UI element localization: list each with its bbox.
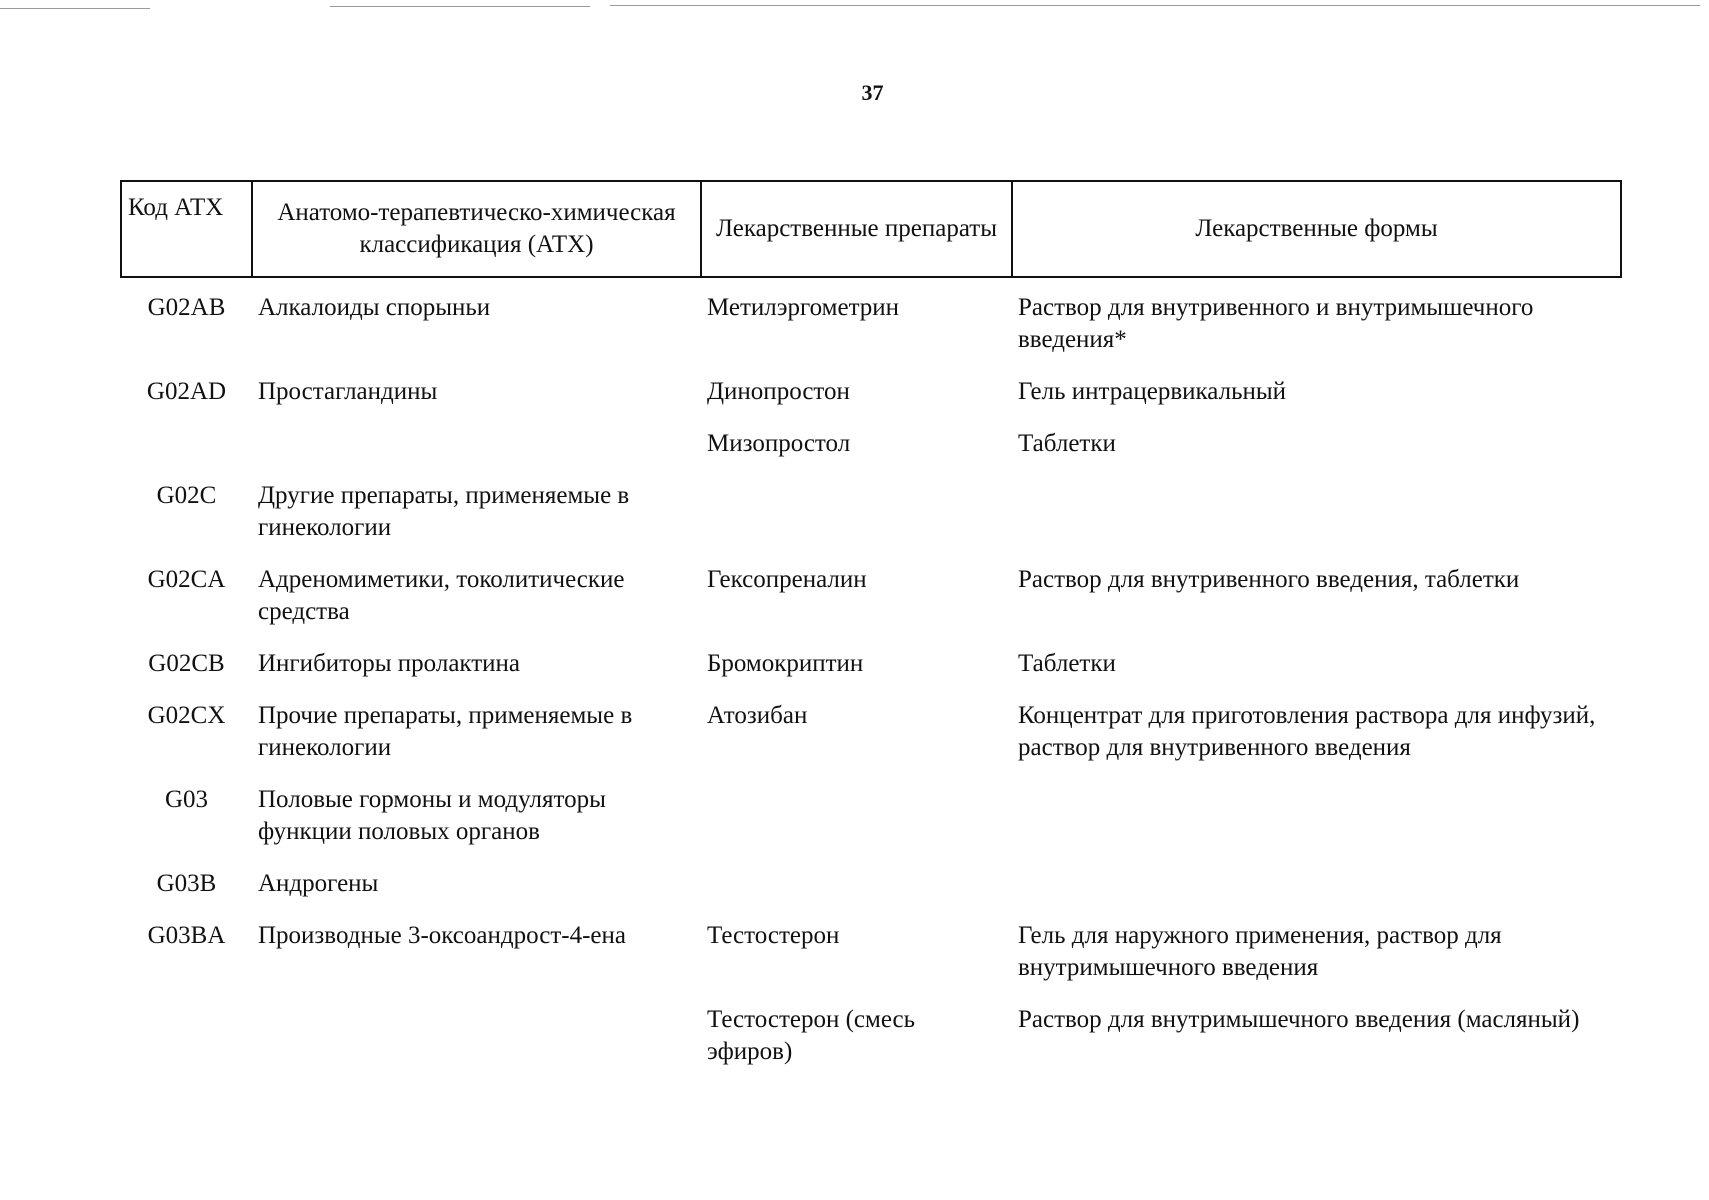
form-cell [1012,856,1621,908]
drug-cell: Мизопростол [707,430,851,457]
scan-artifact-line [330,6,590,7]
table-row [121,636,1621,688]
table-header [121,181,1621,277]
form-cell [1012,468,1621,552]
drug-cell [701,772,1012,856]
form-cell: Гель для наружного применения, раствор для внутримышечного введения [1018,922,1502,981]
table-row [121,908,1621,992]
table-row [121,856,1621,908]
drug-cell: Атозибан [707,702,808,729]
atx-code: G03 [164,786,209,813]
drug-cell: Тестостерон (смесь эфиров) [707,1006,916,1065]
classification-cell: Алкалоиды спорыньи [258,294,491,321]
form-cell: Гель интрацервикальный [1018,378,1287,405]
table-row [121,416,1621,468]
classification-cell: Ингибиторы пролактина [258,650,521,677]
form-cell: Раствор для внутривенного и внутримышечного введения* [1018,294,1534,353]
table-row [121,772,1621,856]
classification-cell: Половые гормоны и модуляторы функции половых органов [258,786,606,845]
header-drugs: Лекарственные препараты [701,181,1012,277]
classification-cell [252,992,701,1076]
drug-cell: Бромокриптин [707,650,864,677]
atx-code [121,992,252,1076]
form-cell: Концентрат для приготовления раствора для инфузий, раствор для внутривенного введения [1018,702,1596,761]
atx-code: G02CX [147,702,226,729]
atx-table [120,180,1622,1076]
atx-code: G02CA [147,566,226,593]
drug-cell: Метилэргометрин [707,294,900,321]
drug-cell [701,856,1012,908]
table-row [121,364,1621,416]
header-forms: Лекарственные формы [1012,181,1621,277]
table-row [121,992,1621,1076]
classification-cell [252,416,701,468]
atx-code: G03B [156,870,217,897]
drug-cell: Гексопреналин [707,566,867,593]
drug-cell: Тестостерон [707,922,840,949]
form-cell: Таблетки [1018,430,1116,457]
page-number: 37 [861,80,884,105]
table-row [121,468,1621,552]
classification-cell: Производные 3-оксоандрост-4-ена [258,922,626,949]
classification-cell: Прочие препараты, применяемые в гинекологии [258,702,633,761]
header-classification: Анатомо-терапевтическо-химическая классификация (АТХ) [252,181,701,277]
form-cell: Таблетки [1018,650,1116,677]
form-cell [1012,772,1621,856]
atx-code [121,416,252,468]
atx-code: G02C [156,482,217,509]
drug-cell [701,468,1012,552]
table-row [121,277,1621,364]
form-cell: Раствор для внутривенного введения, таблетки [1018,566,1520,593]
scan-artifact-line [0,8,150,9]
classification-cell: Другие препараты, применяемые в гинекологии [258,482,630,541]
table-body [121,277,1621,1076]
table-row [121,552,1621,636]
header-code: Код АТХ [121,181,252,277]
drug-cell: Динопростон [707,378,850,405]
atx-code: G02AD [146,378,227,405]
classification-cell: Адреномиметики, токолитические средства [258,566,625,625]
atx-code: G03BA [147,922,226,949]
classification-cell: Простагландины [258,378,438,405]
form-cell: Раствор для внутримышечного введения (масляный) [1018,1006,1580,1033]
atx-code: G02CB [148,650,225,677]
atx-code: G02AB [147,294,226,321]
table-row [121,688,1621,772]
classification-cell: Андрогены [258,870,379,897]
scan-artifact-line [610,5,1700,6]
